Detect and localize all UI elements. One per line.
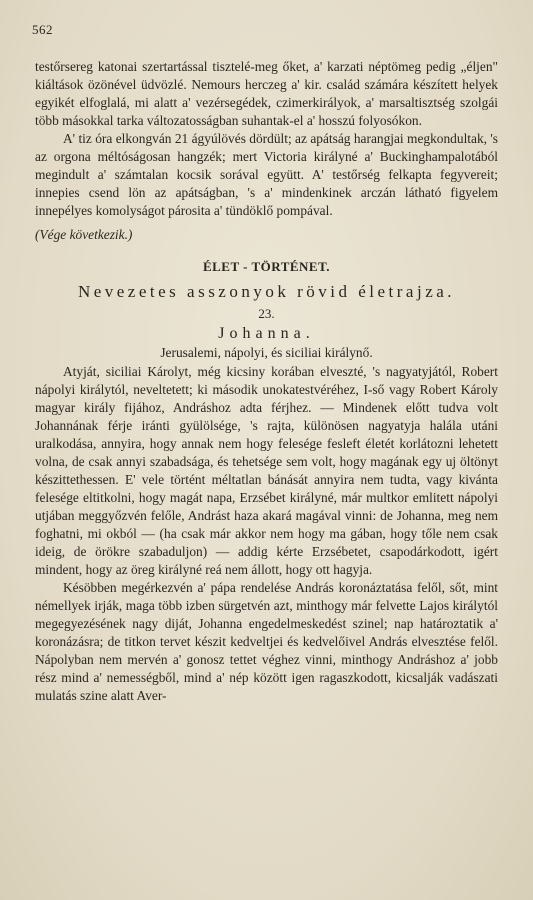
paragraph: A' tiz óra elkongván 21 ágyúlövés dördült; az apátság harangjai megkondultak, 's az orgona méltóságosan hangzék; mert Victoria királyné a' Buckinghampalotából megindult a' számtalan kocsik sorával együtt. A' testőrség felkapta fegyvereit; innepies csend lön az apátságban, 's a' mindenkinek arczán látható figyelem innepélyes komolyságot párosita a' tündöklő pompával. bbox=[35, 130, 498, 218]
paragraph: Atyját, siciliai Károlyt, még kicsiny korában elveszté, 's nagyatyjától, Robert nápolyi királytól, neveltetett; ki második unokatestvéréhez, I-ső vagy Robert Károly magyar király fijához, Andráshoz adta férjhez. — Mindenek előtt tudva volt Johannának férje iránti gyülölsége, 's rajta, különösen nagyatyja halála utáni uralkodása, annyira, hogy annak nem hogy felesége fesleft életét korlátozni lehetett volna, de csak annyi szabadsága, és tehetsége sem volt, hogy magának egy uj öltönyt készittethessen. E' vele történt méltatlan bánását annyira nem tudta, vagy kivánta felesége eltitkolni, hogy magát napa, Erzsébet királyné, már multkor emlitett nápolyi utjában meggyőzvén felőle, Andrást haza akará magával vinni: de Johanna, meg nem foghatni, mi okból — (ha csak már akkor nem hogy ma gában, hogy tőle nem csak ideig, de örökre szabaduljon) — addig kérte Erzsébetet, csapodárkodott, igért mindent, hogy az öreg királyné reá nem állott, hogy ott hagyja. bbox=[35, 364, 498, 577]
series-title: Nevezetes asszonyok rövid életrajza. bbox=[77, 282, 456, 302]
continuation-note: (Vége következik.) bbox=[35, 226, 133, 242]
page-body bbox=[35, 58, 498, 705]
paragraph: Késöbben megérkezvén a' pápa rendelése András koronáztatása felől, sőt, mint némellyek irják, maga több izben sürgetvén azt, minthogy már felvette Lajos királytól megegyezésének nagy diját, Johanna engedelmeskedést szinel; nap határoztatik a' koronázásra; de titkon tervet készit kedveltjei és kedvelőivel András elvesztése felől. Nápolyban nem mervén a' gonosz tettet véghez vinni, minthogy Andráshoz a' jobb rész mind a' nemességből, mind a' nép között igen ragaszkodott, kicsalják vadászati mulatás szine alatt Aver- bbox=[35, 579, 498, 703]
entry-number: 23. bbox=[258, 306, 275, 322]
entry-name: Johanna. bbox=[218, 325, 315, 343]
entry-subtitle: Jerusalemi, nápolyi, és siciliai királynő. bbox=[160, 345, 373, 361]
paragraph: testőrsereg katonai szertartással tisztelé-meg őket, a' karzati néptömeg pedig „éljen" kiáltások özönével üdvözlé. Nemours herczeg a' kir. család számára készített helyek egyikét elfoglalá, mi alatt a' vezérsegédek, czimerkirályok, a' marsaltisztség szolgái több másokkal tarka változatosságban suhantak-el a' hosszú folyosókon. bbox=[35, 59, 498, 128]
section-heading: ÉLET - TÖRTÉNET. bbox=[202, 258, 331, 274]
page-number: 562 bbox=[32, 22, 53, 37]
